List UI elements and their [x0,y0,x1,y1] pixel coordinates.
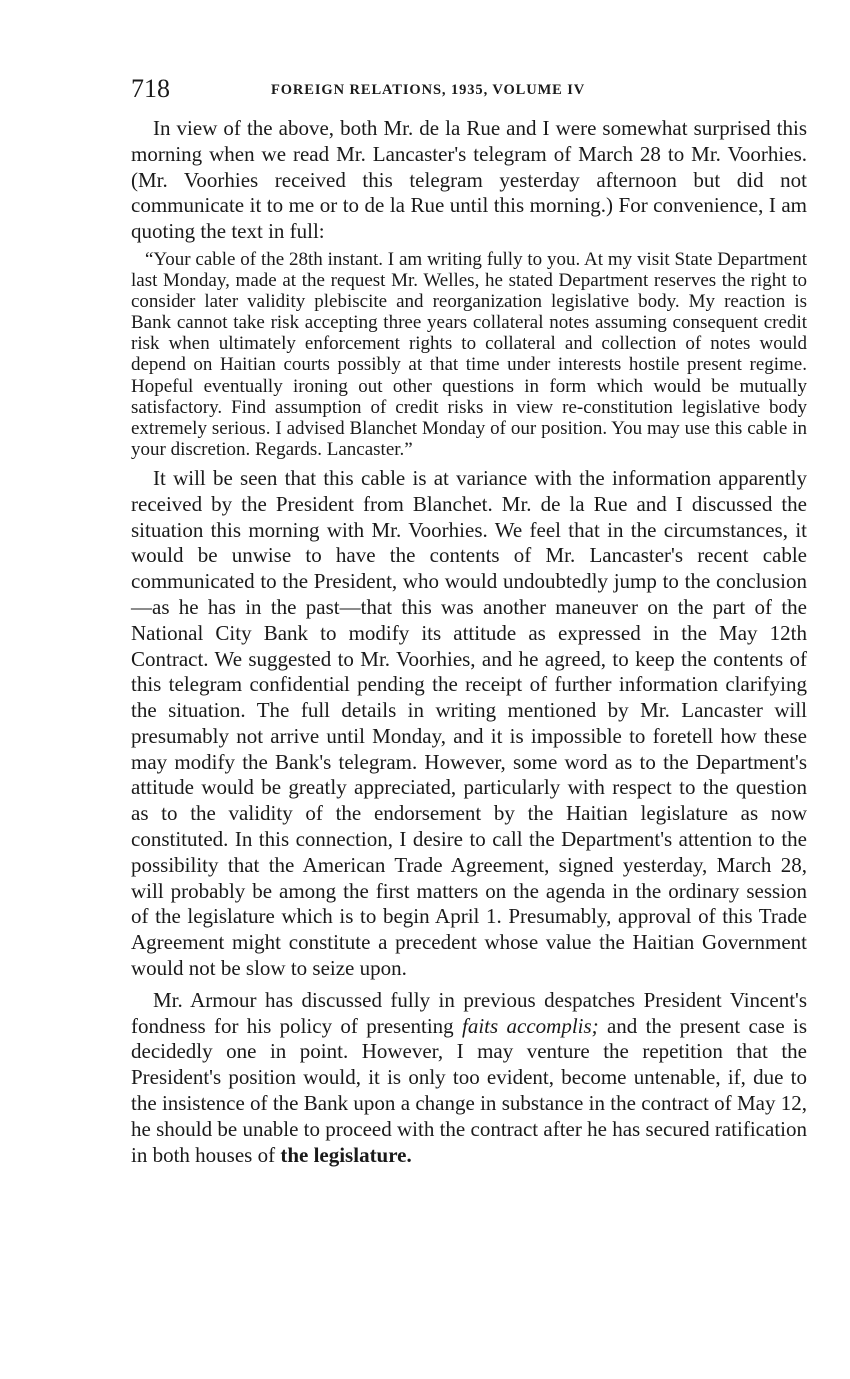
document-page [131,72,807,1168]
paragraph-conclusion-text-b: and the present case is decidedly one in point. However, I may venture the repetition that the President's position would, it is only too evident, become untenable, if, due to the insistence of the Bank upon a change in substance in the contract of May 12, he should be unable to proceed with the contract after he has secured ratification in both houses of [131,1013,807,1167]
paragraph-conclusion [131,988,807,1169]
quoted-telegram: “Your cable of the 28th instant. I am writing fully to you. At my visit State Department last Monday, made at the request Mr. Welles, he stated Department reserves the right to consider later validity plebiscite and reorganization legislative body. My reaction is Bank cannot take risk accepting three years collateral notes assuming consequent credit risk when ultimately enforcement rights to collateral and collection of notes would depend on Haitian courts possibly at that time under interests hostile present regime. Hopeful eventually ironing out other questions in form which would be mutually satisfactory. Find assumption of credit risks in view re-constitution legislative body extremely serious. I advised Blanchet Monday of our position. You may use this cable in your discretion. Regards. Lancaster.” [131,248,807,460]
italic-phrase: faits accomplis; [462,1013,599,1038]
page-header [131,72,807,106]
paragraph-conclusion-text-a: Mr. Armour has discussed fully in previous despatches President Vincent's fondness for his policy of presenting [131,987,807,1038]
paragraph-intro: In view of the above, both Mr. de la Rue and I were somewhat surprised this morning when we read Mr. Lancaster's telegram of March 28 to Mr. Voorhies. (Mr. Voorhies received this telegram yesterday afternoon but did not communicate it to me or to de la Rue until this morning.) For convenience, I am quoting the text in full: [131,116,807,244]
page-number: 718 [131,74,170,103]
paragraph-analysis: It will be seen that this cable is at variance with the information apparently received by the President from Blanchet. Mr. de la Rue and I discussed the situation this morning with Mr. Voorhies. We feel that in the circumstances, it would be unwise to have the contents of Mr. Lancaster's recent cable communicated to the President, who would undoubtedly jump to the conclusion—as he has in the past—that this was another maneuver on the part of the National City Bank to modify its attitude as expressed in the May 12th Contract. We suggested to Mr. Voorhies, and he agreed, to keep the contents of this telegram confidential pending the receipt of further information clarifying the situation. The full details in writing mentioned by Mr. Lancaster will presumably not arrive until Monday, and it is impossible to foretell how these may modify the Bank's telegram. However, some word as to the Department's attitude would be greatly appreciated, particularly with respect to the question as to the validity of the endorsement by the Haitian legislature as now constituted. In this connection, I desire to call the Department's attention to the possibility that the American Trade Agreement, signed yesterday, March 28, will probably be among the first matters on the agenda in the ordinary session of the legislature which is to begin April 1. Presumably, approval of this Trade Agreement might constitute a precedent whose value the Haitian Government would not be slow to seize upon. [131,465,807,981]
running-head: FOREIGN RELATIONS, 1935, VOLUME IV [271,82,586,98]
paragraph-conclusion-end: the legislature. [280,1142,412,1167]
